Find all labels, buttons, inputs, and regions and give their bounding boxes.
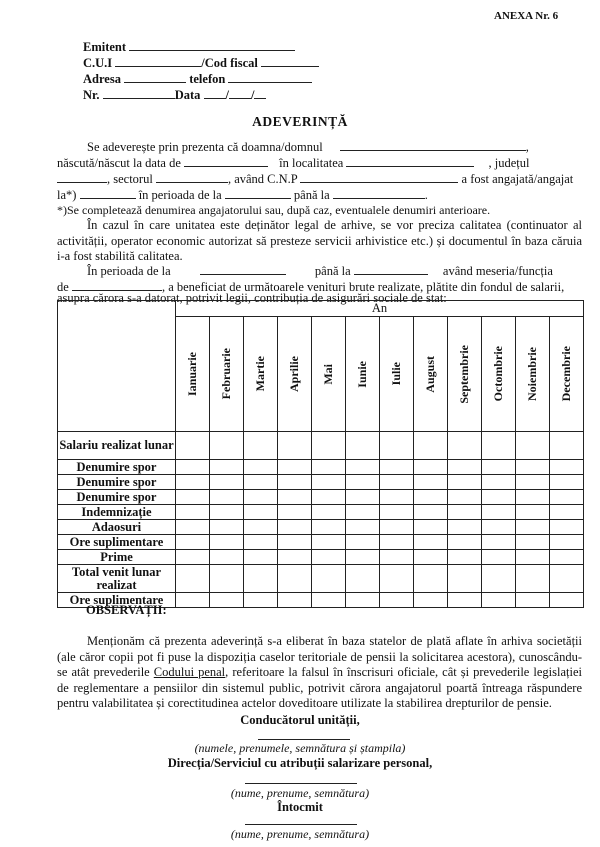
- table-cell[interactable]: [550, 593, 584, 608]
- table-cell[interactable]: [210, 565, 244, 593]
- table-cell[interactable]: [482, 505, 516, 520]
- day-field[interactable]: [204, 88, 226, 99]
- year-header: An: [176, 301, 584, 317]
- table-cell[interactable]: [210, 432, 244, 460]
- table-cell[interactable]: [550, 475, 584, 490]
- paragraph-2: În cazul în care unitatea este deținător legal de arhive, se vor preciza calitatea (continuator al activității, operator economic autorizat să presteze servicii arhivistice etc.) și documentul în baza căruia i-a fost stabilită calitatea.: [57, 218, 582, 263]
- table-cell[interactable]: [380, 490, 414, 505]
- table-cell[interactable]: [346, 593, 380, 608]
- table-cell[interactable]: [414, 505, 448, 520]
- month-header-februarie: Februarie: [210, 317, 244, 432]
- table-cell[interactable]: [448, 520, 482, 535]
- cnp-field[interactable]: [300, 172, 458, 183]
- cui-row: [83, 56, 319, 71]
- p1-line-d: [57, 188, 428, 203]
- table-cell[interactable]: [516, 593, 550, 608]
- p1-text: , având C.N.P: [227, 172, 298, 186]
- p1-text: a fost angajată/angajat: [461, 172, 574, 186]
- table-cell[interactable]: [278, 593, 312, 608]
- closing-paragraph: [57, 634, 582, 712]
- table-cell[interactable]: [380, 432, 414, 460]
- conducator-note: (numele, prenumele, semnătura și ștampila): [194, 741, 406, 755]
- nr-row: [83, 88, 266, 103]
- table-cell[interactable]: [448, 565, 482, 593]
- table-cell[interactable]: [278, 460, 312, 475]
- annex-label: ANEXA Nr. 6: [494, 10, 559, 22]
- footnote: *)Se completează denumirea angajatorului sau, după caz, eventualele denumiri anterioare.: [57, 203, 491, 217]
- table-cell[interactable]: [346, 520, 380, 535]
- table-row: [58, 475, 584, 490]
- table-cell[interactable]: [550, 535, 584, 550]
- table-cell[interactable]: [312, 505, 346, 520]
- date-separator: /: [251, 88, 255, 102]
- table-cell[interactable]: [380, 520, 414, 535]
- p1-text: născută/născut la data de: [57, 156, 181, 170]
- table-cell[interactable]: [346, 535, 380, 550]
- table-row: [58, 535, 584, 550]
- table-cell[interactable]: [278, 432, 312, 460]
- table-cell[interactable]: [346, 475, 380, 490]
- table-cell[interactable]: [550, 550, 584, 565]
- table-cell[interactable]: [414, 565, 448, 593]
- conducator-label: Conducătorul unității,: [240, 713, 360, 727]
- closing-text: , referitoare la falsul în înscrisuri oficiale, cât și prevederile legislației de reglementare a pensiilor din sistemul public, potrivit cărora angajatorul poartă întreaga răspundere pentru valabilitatea și corectitudinea actelor doveditoare utilizate la stabilirea drepturilor de pensie.: [57, 665, 582, 710]
- table-cell[interactable]: [414, 475, 448, 490]
- table-cell[interactable]: [312, 593, 346, 608]
- table-cell[interactable]: [278, 535, 312, 550]
- year-field[interactable]: [254, 88, 266, 99]
- p3-text: În perioada de la: [87, 264, 171, 278]
- table-cell[interactable]: [414, 535, 448, 550]
- table-cell[interactable]: [312, 490, 346, 505]
- table-cell[interactable]: [210, 490, 244, 505]
- table-cell[interactable]: [244, 505, 278, 520]
- month-header-decembrie: Decembrie: [550, 317, 584, 432]
- table-cell[interactable]: [380, 593, 414, 608]
- function-field[interactable]: [72, 280, 162, 291]
- p1-line-a: Se adeverește prin prezenta că doamna/domnul ,: [87, 140, 529, 154]
- table-cell[interactable]: [312, 550, 346, 565]
- table-cell[interactable]: [346, 550, 380, 565]
- emitent-field[interactable]: [129, 40, 295, 51]
- p1-line-c: [57, 172, 582, 187]
- row-label: Denumire spor: [58, 475, 176, 490]
- table-cell[interactable]: [448, 432, 482, 460]
- directia-note: (nume, prenume, semnătura): [230, 786, 370, 800]
- employer-field[interactable]: [80, 188, 136, 199]
- table-cell[interactable]: [482, 475, 516, 490]
- table-cell[interactable]: [312, 432, 346, 460]
- p1-text: , județul: [488, 156, 530, 170]
- period-from-field[interactable]: [225, 188, 291, 199]
- table-cell[interactable]: [244, 490, 278, 505]
- p3-line-c: asupra cărora s-a datorat, potrivit legii, contribuția de asigurări sociale de stat:: [57, 291, 447, 305]
- table-row: [58, 505, 584, 520]
- table-row: [58, 432, 584, 460]
- p3-text: până la: [314, 264, 351, 278]
- p3-text: de: [57, 280, 69, 294]
- p3-line-a: [87, 264, 582, 279]
- month-header-mai: Mai: [312, 317, 346, 432]
- cui-label: C.U.I: [83, 56, 113, 70]
- year-row: [58, 301, 584, 317]
- codul-penal-ref: Codului penal: [153, 665, 226, 679]
- table-cell[interactable]: [244, 593, 278, 608]
- cod-fiscal-label: /Cod fiscal: [201, 56, 258, 70]
- table-cell[interactable]: [176, 593, 210, 608]
- table-cell[interactable]: [176, 565, 210, 593]
- p1-text: Se adeverește prin prezenta că doamna/domnul: [87, 140, 323, 154]
- table-cell[interactable]: [516, 550, 550, 565]
- table-cell[interactable]: [176, 505, 210, 520]
- table-body: [58, 432, 584, 608]
- row-label: Denumire spor: [58, 460, 176, 475]
- table-cell[interactable]: [448, 550, 482, 565]
- nr-label: Nr.: [83, 88, 100, 102]
- table-cell[interactable]: [244, 460, 278, 475]
- adresa-field[interactable]: [124, 72, 186, 83]
- intocmit-note: (nume, prenume, semnătura): [230, 827, 370, 841]
- p1-text: în localitatea: [279, 156, 344, 170]
- table-cell[interactable]: [482, 432, 516, 460]
- table-cell[interactable]: [346, 432, 380, 460]
- month-header-ianuarie: Ianuarie: [176, 317, 210, 432]
- row-label: Prime: [58, 550, 176, 565]
- month-header-august: August: [414, 317, 448, 432]
- table-cell[interactable]: [550, 520, 584, 535]
- month-header-septembrie: Septembrie: [448, 317, 482, 432]
- p3-text: , a beneficiat de următoarele venituri brute realizate, plătite din fondul de salarii,: [161, 280, 565, 294]
- name-field[interactable]: [340, 140, 526, 151]
- row-label: Ore suplimentare: [58, 535, 176, 550]
- table-cell[interactable]: [244, 565, 278, 593]
- table-cell[interactable]: [346, 565, 380, 593]
- table-cell[interactable]: [210, 535, 244, 550]
- table-cell[interactable]: [482, 550, 516, 565]
- table-cell[interactable]: [210, 520, 244, 535]
- telefon-field[interactable]: [228, 72, 312, 83]
- p1-text: , sectorul: [107, 172, 153, 186]
- table-cell[interactable]: [346, 490, 380, 505]
- table-row: [58, 520, 584, 535]
- table-cell[interactable]: [516, 505, 550, 520]
- table-cell[interactable]: [482, 565, 516, 593]
- adresa-row: [83, 72, 312, 87]
- directia-label: Direcția/Serviciul cu atribuții salarizare personal,: [167, 756, 433, 770]
- table-cell[interactable]: [380, 565, 414, 593]
- table-row: [58, 565, 584, 593]
- table-cell[interactable]: [244, 520, 278, 535]
- table-cell[interactable]: [380, 460, 414, 475]
- intocmit-label: Întocmit: [277, 800, 323, 814]
- table-cell[interactable]: [516, 460, 550, 475]
- table-cell[interactable]: [550, 460, 584, 475]
- table-cell[interactable]: [244, 550, 278, 565]
- table-cell[interactable]: [278, 490, 312, 505]
- table-cell[interactable]: [516, 432, 550, 460]
- table-cell[interactable]: [176, 535, 210, 550]
- table-cell[interactable]: [176, 432, 210, 460]
- table-cell[interactable]: [312, 535, 346, 550]
- table-cell[interactable]: [176, 490, 210, 505]
- directia-signature-line[interactable]: [245, 783, 357, 784]
- table-cell[interactable]: [278, 475, 312, 490]
- month-header-octombrie: Octombrie: [482, 317, 516, 432]
- p3-to-field[interactable]: [354, 264, 428, 275]
- p1-text: în perioada de la: [138, 188, 222, 202]
- row-label: Ore suplimentare: [58, 593, 176, 608]
- income-table: [57, 300, 584, 608]
- table-cell[interactable]: [210, 550, 244, 565]
- table-cell[interactable]: [278, 565, 312, 593]
- month-header-noiembrie: Noiembrie: [516, 317, 550, 432]
- table-cell[interactable]: [414, 520, 448, 535]
- table-cell[interactable]: [516, 565, 550, 593]
- county-field[interactable]: [57, 172, 107, 183]
- row-label: Adaosuri: [58, 520, 176, 535]
- p1-text: la*): [57, 188, 77, 202]
- table-cell[interactable]: [516, 520, 550, 535]
- table-cell[interactable]: [550, 432, 584, 460]
- table-cell[interactable]: [550, 565, 584, 593]
- table-cell[interactable]: [380, 475, 414, 490]
- table-cell[interactable]: [210, 593, 244, 608]
- table-cell[interactable]: [448, 593, 482, 608]
- table-cell[interactable]: [482, 490, 516, 505]
- emitent-label: Emitent: [83, 40, 127, 54]
- p3-text: având meseria/funcția: [442, 264, 553, 278]
- period-to-field[interactable]: [333, 188, 425, 199]
- emitent-row: [83, 40, 295, 55]
- table-cell[interactable]: [414, 460, 448, 475]
- table-row: [58, 490, 584, 505]
- table-cell[interactable]: [482, 460, 516, 475]
- table-cell[interactable]: [448, 460, 482, 475]
- table-cell[interactable]: [278, 550, 312, 565]
- month-field[interactable]: [229, 88, 251, 99]
- data-label: Data: [174, 88, 201, 102]
- table-cell[interactable]: [516, 490, 550, 505]
- row-label: Denumire spor: [58, 490, 176, 505]
- table-row: [58, 550, 584, 565]
- row-label: Indemnizație: [58, 505, 176, 520]
- table-cell[interactable]: [312, 520, 346, 535]
- table-cell[interactable]: [312, 475, 346, 490]
- row-label: Salariu realizat lunar: [58, 432, 176, 460]
- table-cell[interactable]: [176, 520, 210, 535]
- table-cell[interactable]: [210, 460, 244, 475]
- month-header-iulie: Iulie: [380, 317, 414, 432]
- table-row: [58, 460, 584, 475]
- table-cell[interactable]: [414, 432, 448, 460]
- table-cell[interactable]: [312, 460, 346, 475]
- table-cell[interactable]: [482, 520, 516, 535]
- closing-text: Menționăm că prezenta adeverință s-a eliberat în baza statelor de plată aflate în arhiva societății (ale căror copii pot fi puse la dispoziția caselor teritoriale de pensii la solicitarea acestora), cunoscându-se atât prevederile: [57, 634, 582, 679]
- month-header-aprilie: Aprilie: [278, 317, 312, 432]
- p1-text: .: [424, 188, 428, 202]
- intocmit-signature-line[interactable]: [245, 824, 357, 825]
- table-cell[interactable]: [550, 490, 584, 505]
- table-cell[interactable]: [414, 550, 448, 565]
- table-cell[interactable]: [176, 460, 210, 475]
- table-cell[interactable]: [244, 432, 278, 460]
- observatii-heading: OBSERVAȚII:: [86, 603, 167, 617]
- birth-date-field[interactable]: [184, 156, 268, 167]
- table-cell[interactable]: [278, 520, 312, 535]
- telefon-label: telefon: [189, 72, 226, 86]
- corner-cell: [58, 301, 176, 432]
- table-cell[interactable]: [312, 565, 346, 593]
- conducator-signature-line[interactable]: [258, 739, 350, 740]
- month-header-iunie: Iunie: [346, 317, 380, 432]
- month-header-martie: Martie: [244, 317, 278, 432]
- table-cell[interactable]: [346, 460, 380, 475]
- table-cell[interactable]: [244, 475, 278, 490]
- table-cell[interactable]: [414, 593, 448, 608]
- table-cell[interactable]: [414, 490, 448, 505]
- table-cell[interactable]: [516, 475, 550, 490]
- nr-field[interactable]: [103, 88, 175, 99]
- table-cell[interactable]: [176, 475, 210, 490]
- p1-text: până la: [293, 188, 330, 202]
- table-cell[interactable]: [550, 505, 584, 520]
- table-cell[interactable]: [380, 550, 414, 565]
- table-cell[interactable]: [244, 535, 278, 550]
- p1-line-b: [57, 156, 582, 171]
- row-label: Total venit lunar realizat: [58, 565, 176, 593]
- sector-field[interactable]: [156, 172, 228, 183]
- table-cell[interactable]: [380, 535, 414, 550]
- table-cell[interactable]: [448, 475, 482, 490]
- table-cell[interactable]: [516, 535, 550, 550]
- table-cell[interactable]: [346, 505, 380, 520]
- table-cell[interactable]: [210, 505, 244, 520]
- table-cell[interactable]: [448, 490, 482, 505]
- table-cell[interactable]: [278, 505, 312, 520]
- table-cell[interactable]: [448, 535, 482, 550]
- p3-from-field[interactable]: [200, 264, 286, 275]
- cod-fiscal-field[interactable]: [261, 56, 319, 67]
- document-title: ADEVERINȚĂ: [252, 114, 348, 129]
- date-separator: /: [225, 88, 229, 102]
- table-cell[interactable]: [176, 550, 210, 565]
- locality-field[interactable]: [346, 156, 474, 167]
- table-cell[interactable]: [448, 505, 482, 520]
- adresa-label: Adresa: [83, 72, 121, 86]
- table-cell[interactable]: [210, 475, 244, 490]
- cui-field[interactable]: [115, 56, 201, 67]
- table-cell[interactable]: [380, 505, 414, 520]
- table-cell[interactable]: [482, 535, 516, 550]
- table-cell[interactable]: [482, 593, 516, 608]
